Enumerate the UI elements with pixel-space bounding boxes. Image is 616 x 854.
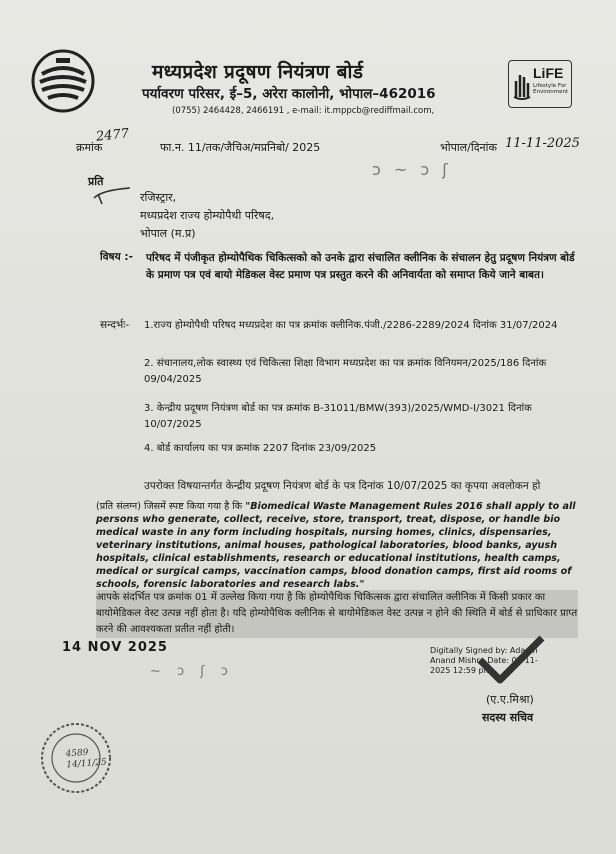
- addressee-line3: भोपाल (म.प्र): [140, 227, 196, 240]
- subject-text: परिषद में पंजीकृत होम्योपैथिक चिकित्सको को उनके द्वारा संचालित क्लीनिक के संचालन हेतु प्रदूषण नियंत्रण बोर्ड के प्रमाण पत्र एवं बायो मेडिकल वेस्ट प्रमाण पत्र प्रस्तुत करने की अनिवार्यता को समाप्त किये जाने बाबत।: [146, 252, 575, 281]
- body-paragraph-2: [96, 500, 582, 591]
- org-address: पर्यावरण परिसर, ई–5, अरेरा कालोनी, भोपाल–462016: [142, 86, 436, 102]
- body-paragraph-3: आपके संदर्भित पत्र क्रमांक 01 में उल्लेख किया गया है कि होम्योपैथिक चिकित्सक द्वारा संचालित क्लीनिक में किसी प्रकार का बायोमेडिकल वेस्ट उत्पन्न नहीं होता है। यदि होम्योपैथिक क्लीनिक से बायोमेडिकल वेस्ट उत्पन्न न होने की स्थिति में बोर्ड से प्राधिकार प्राप्त करने की आवश्यकता प्रतीत नहीं होती।: [96, 590, 578, 638]
- references-label: सन्दर्भः-: [100, 319, 130, 331]
- reference-item: 3. केन्द्रीय प्रदूषण नियंत्रण बोर्ड का पत्र क्रमांक B-31011/BMW(393)/2025/WMD-I/3021 दिनांक 10/07/2025: [144, 403, 532, 430]
- date-label: भोपाल/दिनांक: [440, 141, 497, 154]
- life-logo: [508, 60, 572, 108]
- org-contact: (0755) 2464428, 2466191 , e-mail: it.mppcb@rediffmail.com,: [172, 106, 435, 116]
- subject-label: विषय :-: [100, 251, 133, 263]
- handwritten-date: 11-11-2025: [505, 136, 580, 151]
- mppcb-logo-icon: [30, 48, 96, 114]
- org-name: मध्यप्रदेश प्रदूषण नियंत्रण बोर्ड: [152, 61, 364, 83]
- ref-label: क्रमांक: [76, 141, 103, 154]
- body-paragraph-1: उपरोक्त विषयान्तर्गत केन्द्रीय प्रदूषण नियंत्रण बोर्ड के पत्र दिनांक 10/07/2025 का कृपया अवलोकन हो: [144, 480, 541, 492]
- hand-leaf-icon: [512, 67, 532, 101]
- handwritten-number: 2477: [95, 126, 130, 145]
- life-logo-text: LiFE: [533, 65, 564, 81]
- bmw-rules-quote: "Biomedical Waste Management Rules 2016 shall apply to all persons who generate, collect, receive, store, transport, treat, dispose, or handle bio medical waste in any form including hospitals, nursing homes, clinics, dispensaries, veterinary institutions, animal houses, pathological laboratories, blood banks, ayush hospitals, clinical establishments, research or educational institutions, health camps, medical or surgical camps, vaccination camps, blood donation camps, first aid rooms of schools, forensic laboratories and research labs.": [96, 501, 576, 590]
- reference-item: 1.राज्य होम्योपैथी परिषद मध्यप्रदेश का पत्र क्रमांक क्लीनिक.पंजी./2286-2289/2024 दिनांक 31/07/2024: [144, 320, 558, 331]
- scribble-mark: ɔ ~ ɔ ʃ: [372, 160, 452, 179]
- addressee-line2: मध्यप्रदेश राज्य होम्योपैथी परिषद,: [140, 209, 275, 222]
- digital-signature: Digitally Signed by: Adarsh Anand Mishra Date: 07-11-2025 12:59 pm: [430, 646, 538, 675]
- reference-item: 4. बोर्ड कार्यालय का पत्र क्रमांक 2207 दिनांक 23/09/2025: [144, 443, 377, 454]
- received-stamp-date: 14 NOV 2025: [62, 640, 168, 655]
- reference-item: 2. संचानालय,लोक स्वास्थ्य एवं चिकित्सा शिक्षा विभाग मध्यप्रदेश का पत्र क्रमांक विनियमन/2025/186 दिनांक 09/04/2025: [144, 358, 547, 385]
- addressee-line1: रजिस्ट्रार,: [140, 191, 177, 204]
- life-logo-tagline: Lifestyle For Environment: [533, 83, 569, 95]
- scribble-mark: ~ ɔ ʃ ɔ: [150, 664, 234, 679]
- signatory-title: सदस्य सचिव: [482, 711, 534, 724]
- body-paragraph-2-prefix: (प्रति संलग्न) जिसमें स्पष्ट किया गया है कि: [96, 501, 243, 512]
- seal-text: 4589 14/11/25: [65, 747, 108, 771]
- ref-number: फा.न. 11/तक/जैचिअ/मप्रनिबो/ 2025: [160, 141, 321, 154]
- prati-label: प्रति: [88, 175, 104, 188]
- tick-mark-icon: [92, 186, 132, 206]
- signature-check-icon: [474, 634, 546, 684]
- signatory-name: (ए.ए.मिश्रा): [486, 693, 534, 706]
